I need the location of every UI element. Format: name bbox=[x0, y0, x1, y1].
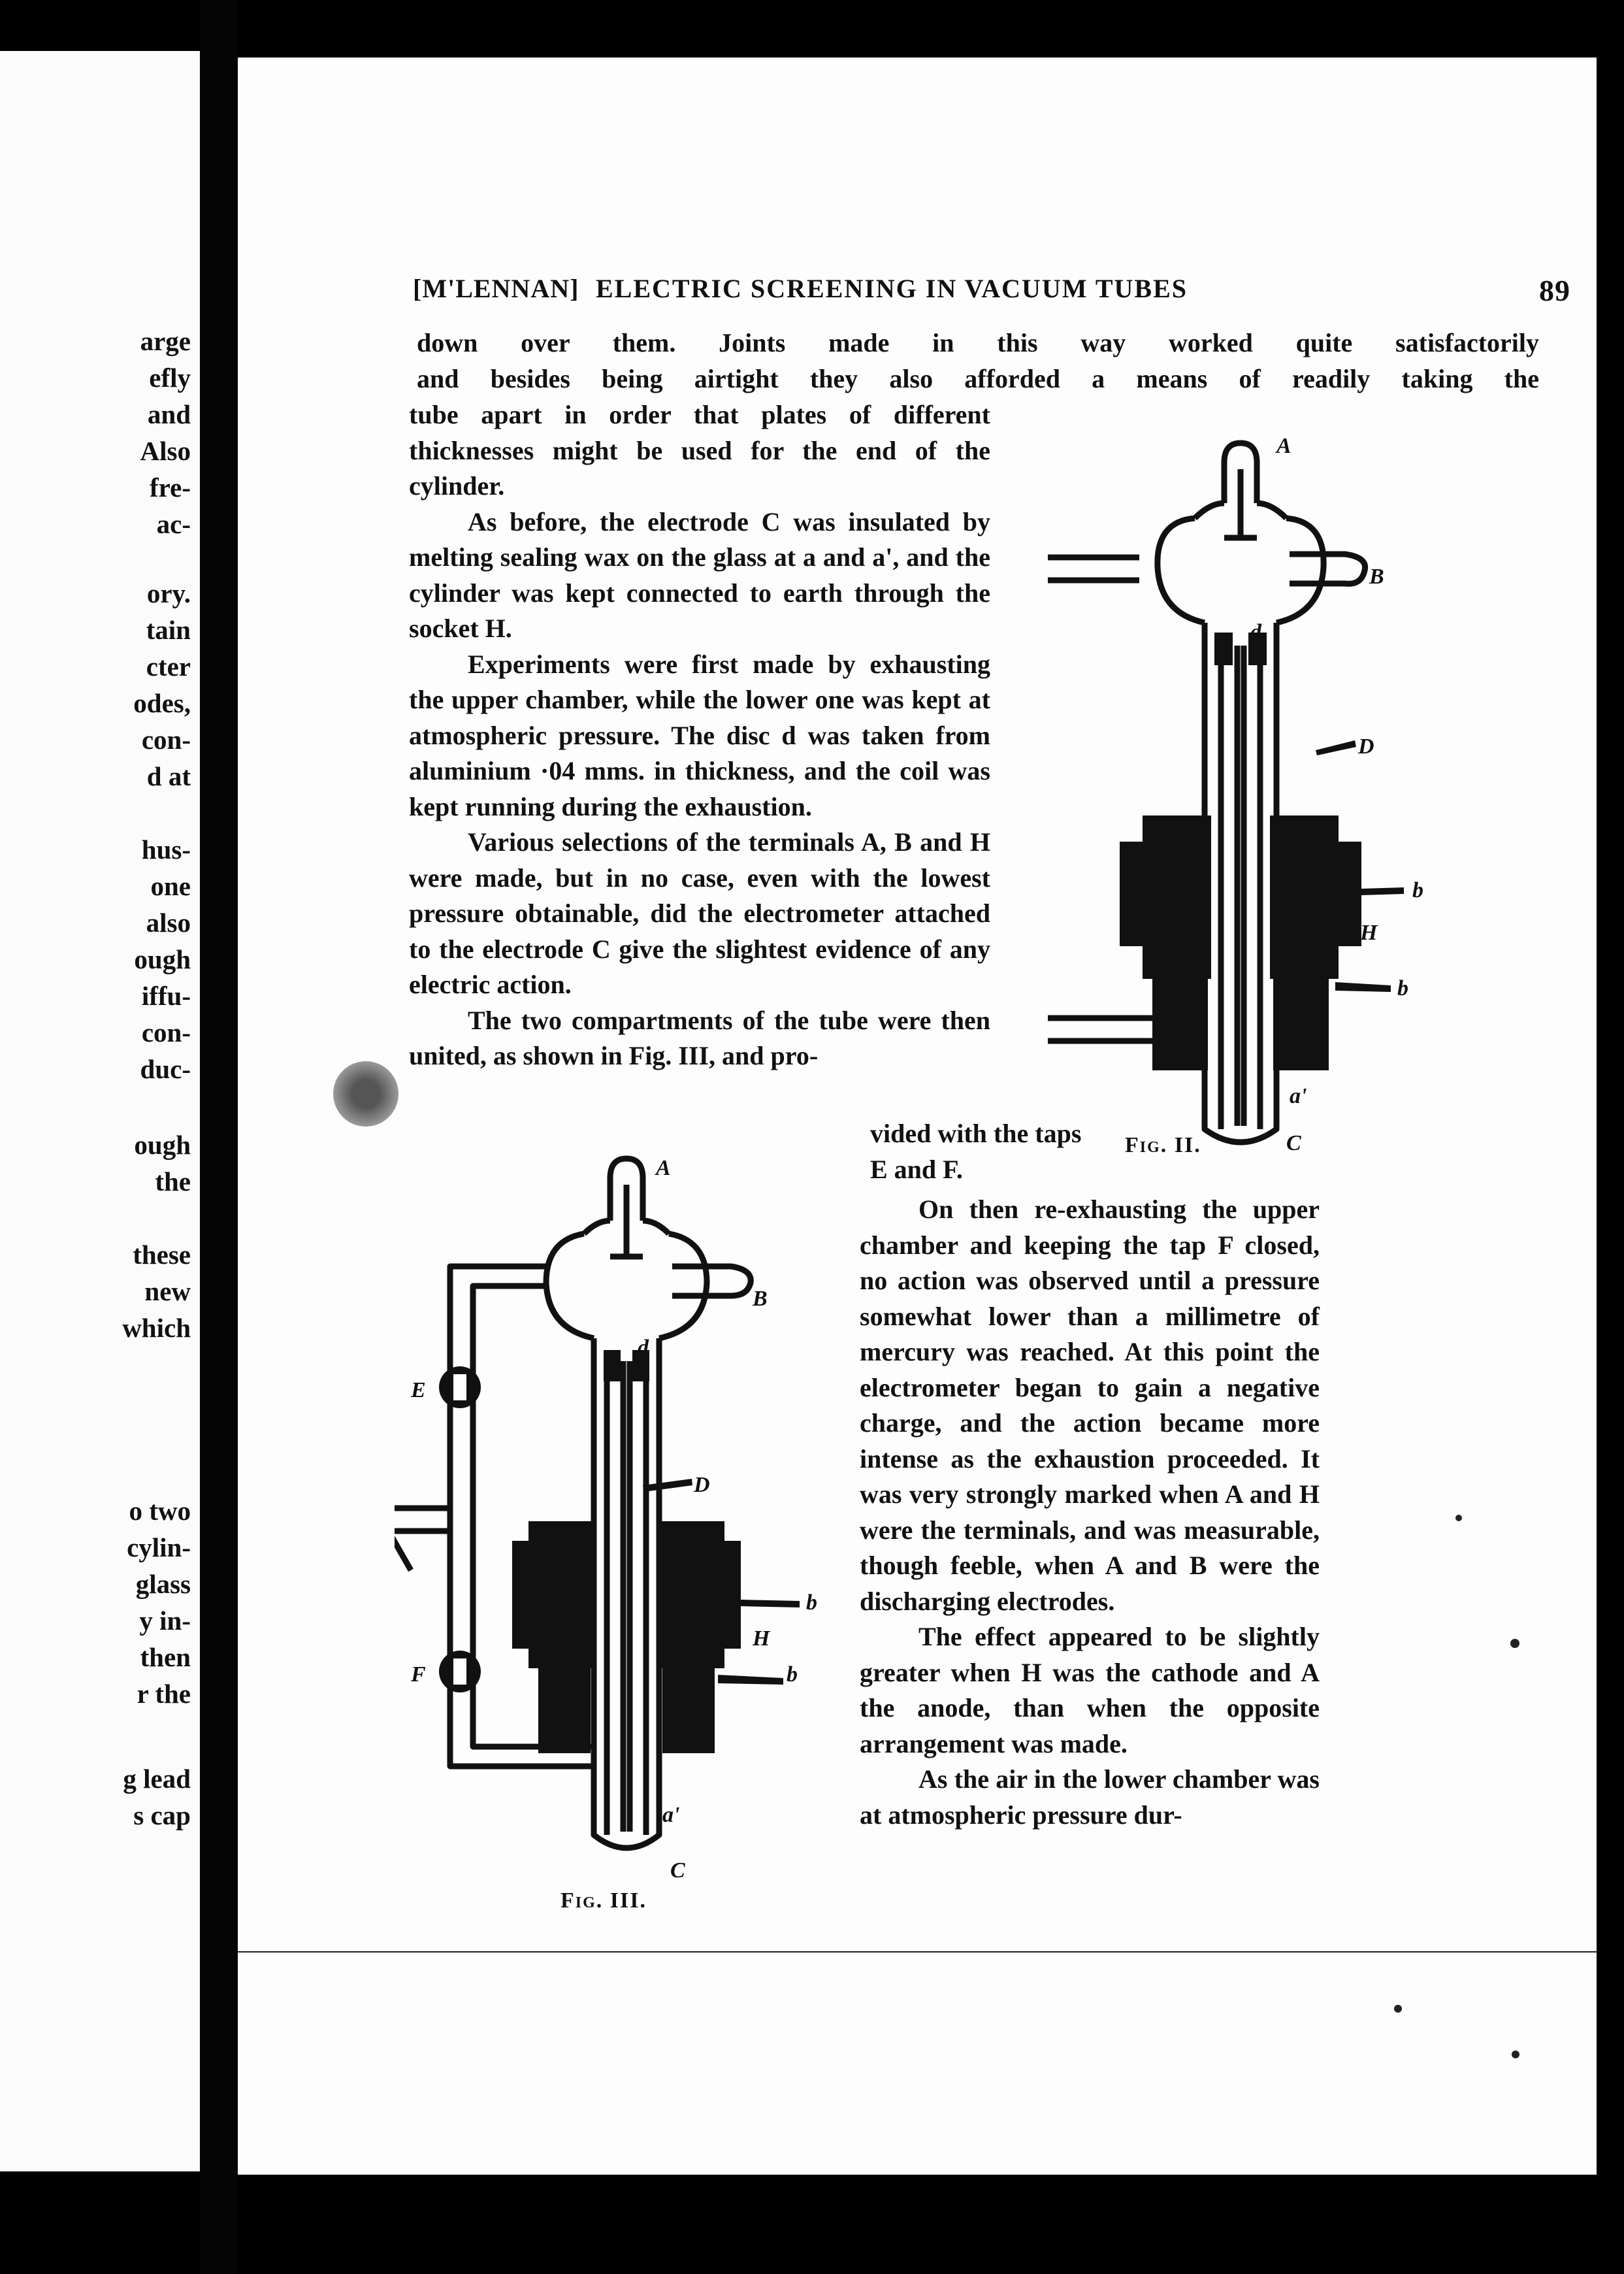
paragraph: As the air in the lower chamber was at atmospheric pressure dur- bbox=[860, 1764, 1320, 1830]
left-page-text-fragment: and bbox=[147, 399, 191, 429]
left-page-text-fragment: new bbox=[144, 1276, 191, 1306]
fig2-label-c: C bbox=[1286, 1131, 1301, 1155]
paragraph: As before, the electrode C was insulated by melting sealing wax on the glass at a and a', and the cylinder was kept connected to earth through the socket H. bbox=[409, 506, 990, 643]
left-page-text-fragment: also bbox=[146, 908, 191, 938]
paragraph: The effect appeared to be slightly greater when H was the cathode and A the anode, than when the opposite arrangement was made. bbox=[860, 1622, 1320, 1758]
left-page-text-fragment: ory. bbox=[146, 578, 191, 608]
paragraph: tube apart in order that plates of different thicknesses might be used for the end of the cylinder. bbox=[409, 400, 990, 501]
left-page-text-fragment: efly bbox=[149, 363, 191, 393]
left-page-text-fragment: then bbox=[140, 1642, 191, 1672]
left-page-text-fragment: ough bbox=[134, 1130, 191, 1160]
fig2-label-b: B bbox=[1369, 565, 1384, 589]
text-line: and besides being airtight they also afforded a means of readily taking the bbox=[417, 363, 1539, 393]
paragraph: Experiments were first made by exhausting the upper chamber, while the lower one was kept at atmospheric pressure. The disc d was taken from aluminium ·04 mms. in thickness, and the coil was kept running during the exhaustion. bbox=[409, 649, 990, 821]
speck bbox=[1512, 2051, 1519, 2058]
left-page-text-fragment: cter bbox=[146, 651, 191, 682]
full-width-text bbox=[417, 325, 1539, 397]
left-page-text-fragment: fre- bbox=[150, 472, 191, 503]
left-page-text-fragment: cylin- bbox=[127, 1532, 191, 1562]
left-column-text bbox=[409, 397, 990, 1074]
fig2-label-a-prime: a' bbox=[1290, 1084, 1307, 1108]
fig2-label-a: A bbox=[1276, 434, 1291, 458]
fig3-label-a: A bbox=[656, 1156, 671, 1180]
fig3-label-b: B bbox=[753, 1287, 768, 1311]
left-page-text-fragment: one bbox=[150, 871, 191, 901]
paragraph: On then re-exhausting the upper chamber and keeping the tap F closed, no action was observed until a pressure somewhat lower than a millimetre of mercury was reached. At this point the electrometer began to gain a negative charge, and the action became more intense as the exhaustion proceeded. It was very strongly marked when A and H were the terminals, and was measurable, though feeble, when A and B were the discharging electrodes. bbox=[860, 1195, 1320, 1616]
header-author: [M'LENNAN] bbox=[413, 274, 579, 303]
paragraph: The two compartments of the tube were then united, as shown in Fig. III, and pro- bbox=[409, 1005, 990, 1070]
left-page-text-fragment: iffu- bbox=[141, 981, 191, 1011]
left-page-text-fragment: ac- bbox=[156, 509, 191, 539]
left-page-text-fragment: Also bbox=[140, 436, 191, 466]
speck bbox=[1455, 1515, 1462, 1521]
fig3-label-d: d bbox=[638, 1336, 649, 1360]
figure-2-diagram bbox=[1048, 423, 1453, 1155]
fig2-label-b1: b bbox=[1412, 878, 1423, 902]
left-page-text-fragment: ough bbox=[134, 944, 191, 974]
fig3-label-f: F bbox=[411, 1662, 426, 1687]
scan-edge-line bbox=[238, 1951, 1597, 1953]
fig3-label-a-prime: a' bbox=[662, 1803, 680, 1827]
left-page-text-fragment: tain bbox=[146, 615, 191, 645]
fig2-label-d-cap: D bbox=[1358, 734, 1374, 759]
speck bbox=[1510, 1639, 1519, 1648]
figure-3-caption: Fig. III. bbox=[560, 1888, 647, 1913]
paragraph: Various selections of the terminals A, B and H were made, but in no case, even with the lowest pressure obtainable, did the electrometer attached to the electrode C give the slightest evidence of any electric action. bbox=[409, 827, 990, 999]
left-page-text-fragment: o two bbox=[129, 1496, 191, 1526]
left-page-fragment bbox=[0, 51, 200, 2171]
fig3-label-b1: b bbox=[806, 1590, 817, 1615]
fig3-label-c: C bbox=[670, 1858, 685, 1881]
left-page-text-fragment: glass bbox=[135, 1569, 191, 1599]
page-number: 89 bbox=[1539, 274, 1570, 307]
fig2-label-d: d bbox=[1250, 620, 1261, 644]
ink-blot bbox=[333, 1061, 398, 1127]
scanned-page bbox=[238, 58, 1597, 2175]
left-page-text-fragment: arge bbox=[140, 326, 191, 356]
text-line: down over them. Joints made in this way worked quite satisfactorily bbox=[417, 328, 1539, 357]
left-page-text-fragment: y in- bbox=[139, 1606, 191, 1636]
left-page-text-fragment: the bbox=[155, 1166, 191, 1196]
fig2-label-b2: b bbox=[1397, 976, 1408, 1000]
left-page-text-fragment: con- bbox=[141, 725, 191, 755]
left-page-text-fragment: which bbox=[122, 1313, 191, 1343]
header-title: ELECTRIC SCREENING IN VACUUM TUBES bbox=[596, 274, 1188, 303]
left-page-text-fragment: g lead bbox=[123, 1764, 191, 1794]
fig2-label-h: H bbox=[1360, 921, 1378, 945]
fig3-label-d-cap: D bbox=[694, 1473, 710, 1497]
left-page-text-fragment: odes, bbox=[133, 688, 191, 718]
figure-3-diagram bbox=[395, 1129, 865, 1881]
left-page-text-fragment: r the bbox=[137, 1679, 191, 1709]
paragraph: vided with the taps E and F. bbox=[870, 1119, 1082, 1184]
left-page-text-fragment: duc- bbox=[140, 1054, 191, 1084]
fig3-label-h: H bbox=[753, 1626, 770, 1651]
left-page-text-fragment: d at bbox=[146, 761, 191, 791]
left-page-text-fragment: hus- bbox=[141, 834, 191, 865]
speck bbox=[1394, 2005, 1402, 2013]
left-page-text-fragment: these bbox=[133, 1240, 191, 1270]
right-column-text bbox=[860, 1192, 1320, 1833]
fig3-label-e: E bbox=[411, 1378, 426, 1402]
book-gutter bbox=[200, 0, 238, 2274]
fig3-label-b2: b bbox=[787, 1662, 798, 1687]
running-header bbox=[413, 273, 1570, 312]
left-page-text-fragment: s cap bbox=[133, 1800, 191, 1830]
left-page-text-fragment: con- bbox=[141, 1017, 191, 1047]
figure-2-caption: Fig. II. bbox=[1125, 1133, 1201, 1157]
